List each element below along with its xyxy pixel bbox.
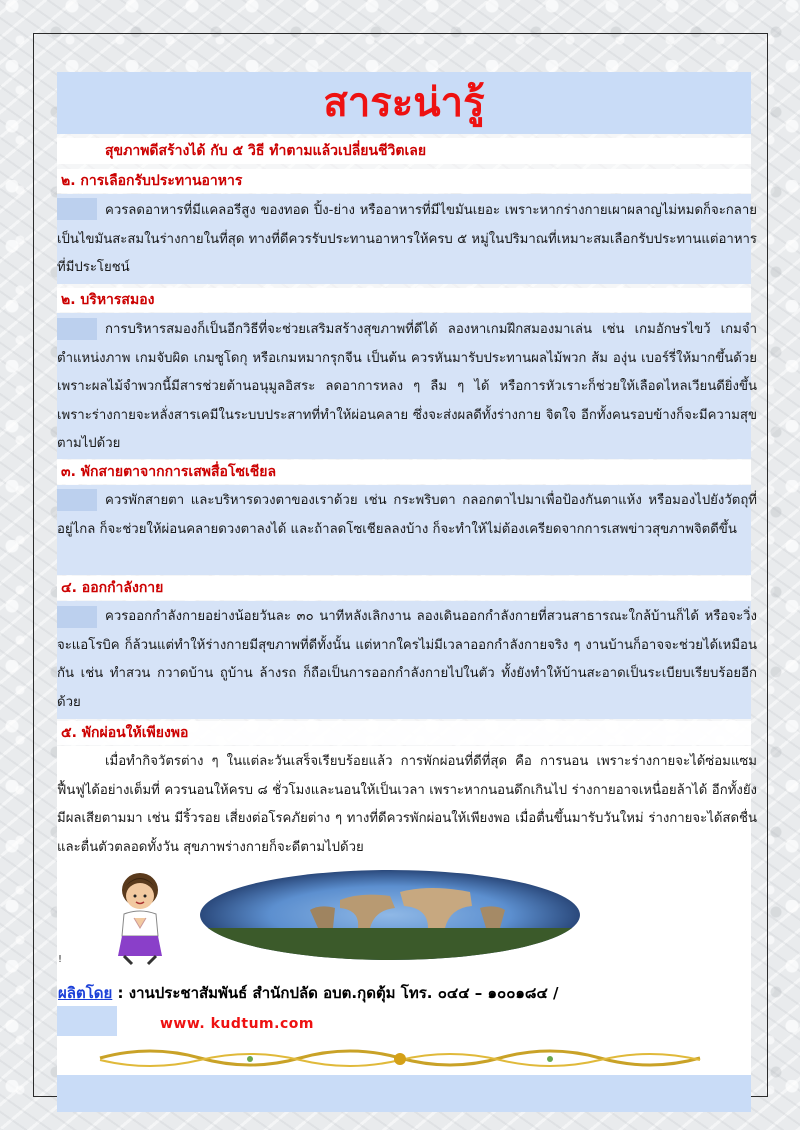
gold-swirl-divider-icon <box>90 1042 710 1072</box>
section-heading-food: ๒. การเลือกรับประทานอาหาร <box>57 169 751 193</box>
credit-bar <box>57 1006 117 1036</box>
page-title: สาระน่ารู้ <box>323 80 485 126</box>
footer-strip <box>57 1075 751 1112</box>
child-greeting-icon <box>100 866 180 966</box>
page-subtitle: สุขภาพดีสร้างได้ กับ ๕ วิธี ทำตามแล้วเปลี่ยนชีวิตเลย <box>105 143 427 159</box>
section-text-food: ควรลดอาหารที่มีแคลอรีสูง ของทอด ปิ้ง-ย่าง หรืออาหารที่มีไขมันเยอะ เพราะหากร่างกายเผาผลาญไม่หมดก็จะกลายเป็นไขมันสะสมในร่างกายในที่สุด ทางที่ดีควรรับประทานอาหารให้ครบ ๕ หมู่ในปริมาณที่เหมาะสมเลือกรับประทานแต่อาหารที่มีประโยชน์ <box>57 203 757 275</box>
section-heading-rest: ๕. พักผ่อนให้เพียงพอ <box>57 721 751 745</box>
section-text-exercise: ควรออกกำลังกายอย่างน้อยวันละ ๓๐ นาทีหลังเลิกงาน ลองเดินออกกำลังกายที่สวนสาธารณะใกล้บ้านก็ได้ หรือจะวิ่ง จะแอโรบิค ก็ล้วนแต่ทำให้ร่างกายมีสุขภาพที่ดีทั้งนั้น แต่หากใครไม่มีเวลาออกกำลังกายจริง ๆ งานบ้านก็อาจจะช่วยได้เหมือนกัน เช่น ทำสวน กวาดบ้าน ถูบ้าน ล้างรถ ก็ถือเป็นการออกกำลังกายไปในตัว ทั้งยังทำให้บ้านสะอาดเป็นระเบียบเรียบร้อยอีกด้วย <box>57 609 757 710</box>
credit-label[interactable]: ผลิตโดย <box>58 984 113 1002</box>
website-link[interactable]: www. kudtum.com <box>160 1016 314 1032</box>
stray-mark: ! <box>58 954 63 965</box>
section-heading-eyes: ๓. พักสายตาจากการเสพสื่อโซเชียล <box>57 460 751 484</box>
rock-landscape-drawing <box>200 870 580 960</box>
section-heading-brain: ๒. บริหารสมอง <box>57 288 751 312</box>
rock-landscape-photo <box>200 870 580 960</box>
section-text-rest: เมื่อทำกิจวัตรต่าง ๆ ในแต่ละวันเสร็จเรียบร้อยแล้ว การพักผ่อนที่ดีที่สุด คือ การนอน เพราะร่างกายจะได้ซ่อมแซมฟื้นฟูได้อย่างเต็มที่ ควรนอนให้ครบ ๘ ชั่วโมงและนอนให้เป็นเวลา เพราะหากนอนดึกเกินไป ร่างกายอาจเหนื่อยล้าได้ อีกทั้งยังมีผลเสียตามมา เช่น มีริ้วรอย เสี่ยงต่อโรคภัยต่าง ๆ ทางที่ดีควรพักผ่อนให้เพียงพอ เมื่อตื่นขึ้นมารับวันใหม่ ร่างกายจะได้สดชื่นและตื่นตัวตลอดทั้งวัน สุขภาพร่างกายก็จะดีตามไปด้วย <box>57 754 757 855</box>
section-text-eyes: ควรพักสายตา และบริหารดวงตาของเราด้วย เช่น กระพริบตา กลอกตาไปมาเพื่อป้องกันตาแห้ง หรือมองไปยังวัตถุที่อยู่ไกล ก็จะช่วยให้ผ่อนคลายดวงตาลงได้ และถ้าลดโซเชียลลงบ้าง ก็จะทำให้ไม่ต้องเครียดจากการเสพข่าวสุขภาพจิตดีขึ้น <box>57 493 757 537</box>
credit-text: : งานประชาสัมพันธ์ สำนักปลัด อบต.กุดตุ้ม โทร. ๐๔๔ – ๑๐๐๑๘๔ / <box>112 984 559 1002</box>
section-heading-exercise: ๔. ออกกำลังกาย <box>57 576 751 600</box>
credit-line <box>58 982 758 1004</box>
section-text-brain: การบริหารสมองก็เป็นอีกวิธีที่จะช่วยเสริมสร้างสุขภาพที่ดีได้ ลองหาเกมฝึกสมองมาเล่น เช่น เกมอักษรไขว้ เกมจำตำแหน่งภาพ เกมจับผิด เกมซูโดกุ หรือเกมหมากรุกจีน เป็นต้น ควรหันมารับประทานผลไม้พวก ส้ม องุ่น เบอร์รี่ให้มากขึ้นด้วย เพราะผลไม้จำพวกนี้มีสารช่วยต้านอนุมูลอิสระ ลดอาการหลง ๆ ลืม ๆ ได้ หรือการหัวเราะก็ช่วยให้เลือดไหลเวียนดียิ่งขึ้น เพราะร่างกายจะหลั่งสารเคมีในระบบประสาทที่ทำให้ผ่อนคลาย ซึ่งจะส่งผลดีทั้งร่างกาย จิตใจ อีกทั้งคนรอบข้างก็จะมีความสุขตามไปด้วย <box>57 322 757 451</box>
